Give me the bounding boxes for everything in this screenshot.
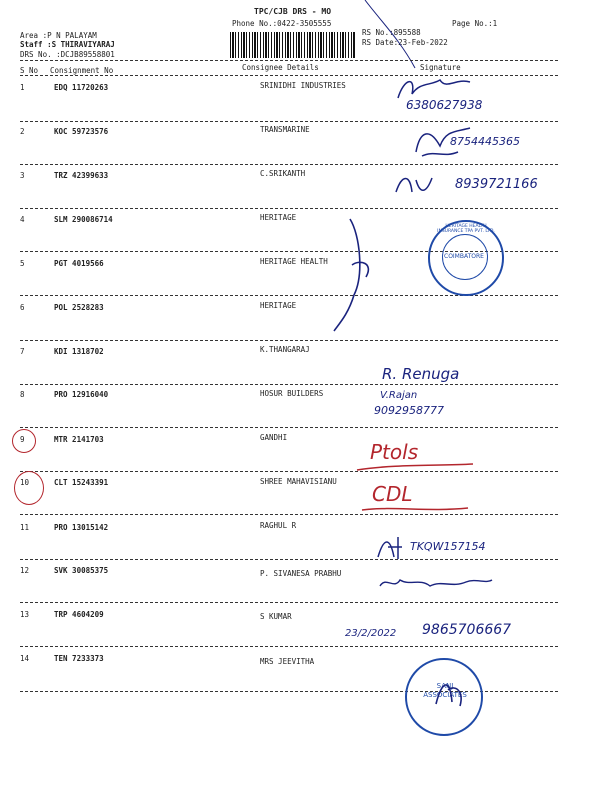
row-divider (20, 427, 558, 428)
row-sno: 6 (20, 303, 25, 312)
row-consignee: TRANSMARINE (260, 125, 310, 134)
row-consignment: PRO 12916040 (54, 390, 109, 399)
row-10-note: CDL (372, 482, 413, 506)
area-label: Area :P N PALAYAM (20, 31, 97, 40)
row-sno: 9 (20, 435, 25, 444)
row-9-note: Ptols (370, 440, 419, 464)
row-consignee: HERITAGE (260, 301, 297, 310)
drs-number: DRS No. :DCJB89558801 (20, 50, 115, 59)
row-consignee: HERITAGE HEALTH (260, 257, 328, 266)
staff-label: Staff :S THIRAVIYARAJ (20, 40, 115, 49)
row-consignee: MRS JEEVITHA (260, 657, 315, 666)
row-consignment: CLT 15243391 (54, 478, 109, 487)
row-consignee: S KUMAR (260, 612, 292, 621)
row-sno: 3 (20, 171, 25, 180)
signature-8-name: R. Renuga (382, 365, 460, 383)
row-sno: 14 (20, 654, 30, 663)
header-rule-top (20, 60, 558, 61)
row-9-underline (355, 460, 475, 474)
row-sno: 12 (20, 566, 30, 575)
row-consignment: KDI 1318702 (54, 347, 104, 356)
col-consignee: Consignee Details (242, 63, 319, 72)
row-consignment: POL 2528283 (54, 303, 104, 312)
barcode (230, 32, 355, 58)
row-sno: 7 (20, 347, 25, 356)
stamp-text: HERITAGE HEALTH INSURANCE TPA PVT. LTD. (437, 224, 495, 234)
row-consignment: PGT 4019566 (54, 259, 104, 268)
row-consignee: K.THANGARAJ (260, 345, 310, 354)
signature-11 (374, 533, 408, 563)
row-consignment: MTR 2141703 (54, 435, 104, 444)
signature-13-phone: 9865706667 (422, 622, 512, 638)
bracket-signature (330, 215, 380, 335)
row-divider (20, 340, 558, 341)
row-divider (20, 602, 558, 603)
signature-11-code: TKQW157154 (410, 540, 486, 553)
row-divider (20, 471, 558, 472)
page-number: Page No.:1 (452, 19, 498, 28)
row-sno: 4 (20, 215, 25, 224)
signature-2-phone: 8754445365 (450, 135, 520, 148)
row-sno: 13 (20, 610, 30, 619)
insurance-stamp (428, 220, 504, 296)
row-sno: 10 (20, 478, 30, 487)
rs-date: RS Date:23-Feb-2022 (362, 38, 448, 47)
row-consignee: P. SIVANESA PRABHU (260, 569, 342, 578)
rs-number: RS No.:895588 (362, 28, 421, 37)
row-consignment: TRZ 42399633 (54, 171, 109, 180)
row-sno: 8 (20, 390, 25, 399)
signature-13-date: 23/2/2022 (345, 628, 397, 639)
row-consignee: SRINIDHI INDUSTRIES (260, 81, 346, 90)
row-consignment: TRP 4604209 (54, 610, 104, 619)
row-10-underline (360, 502, 470, 516)
signature-1-phone: 6380627938 (406, 98, 483, 112)
row-consignee: RAGHUL R (260, 521, 297, 530)
signature-8-sub: V.Rajan (380, 390, 418, 401)
row-consignee: HOSUR BUILDERS (260, 389, 324, 398)
phone-number: Phone No.:0422-3505555 (232, 19, 332, 28)
row-divider (20, 295, 558, 296)
row-divider (20, 646, 558, 647)
row-consignee: SHREE MAHAVISIANU (260, 477, 337, 486)
document-title: TPC/CJB DRS - MO (254, 7, 332, 16)
stamp-center-text: COIMBATORE (444, 253, 484, 260)
row-consignment: EDQ 11720263 (54, 83, 109, 92)
row-consignee: C.SRIKANTH (260, 169, 306, 178)
row-sno: 1 (20, 83, 25, 92)
signature-8-phone: 9092958777 (374, 404, 444, 417)
row-consignment: SLM 290086714 (54, 215, 113, 224)
row-divider (20, 384, 558, 385)
row-consignment: TEN 7233373 (54, 654, 104, 663)
row-consignee: HERITAGE (260, 213, 297, 222)
signature-3 (392, 170, 442, 200)
col-consignment: Consignment No (50, 66, 114, 75)
row-consignment: SVK 30085375 (54, 566, 109, 575)
row-9-circle-mark (12, 429, 36, 453)
row-sno: 2 (20, 127, 25, 136)
row-consignment: KOC 59723576 (54, 127, 109, 136)
row-sno: 5 (20, 259, 25, 268)
col-sno: S No (20, 66, 39, 75)
signature-12 (376, 572, 496, 594)
signature-14 (430, 672, 470, 712)
row-10-circle-mark (14, 471, 44, 505)
row-divider (20, 164, 558, 165)
row-sno: 11 (20, 523, 30, 532)
signature-3-phone: 8939721166 (455, 177, 538, 192)
row-divider (20, 559, 558, 560)
row-divider (20, 514, 558, 515)
stamp-2-text: SANJ ASSOCIATES (423, 682, 467, 700)
col-signature: Signature (420, 63, 461, 72)
row-divider (20, 208, 558, 209)
row-consignee: GANDHI (260, 433, 288, 442)
row-consignment: PRO 13015142 (54, 523, 109, 532)
